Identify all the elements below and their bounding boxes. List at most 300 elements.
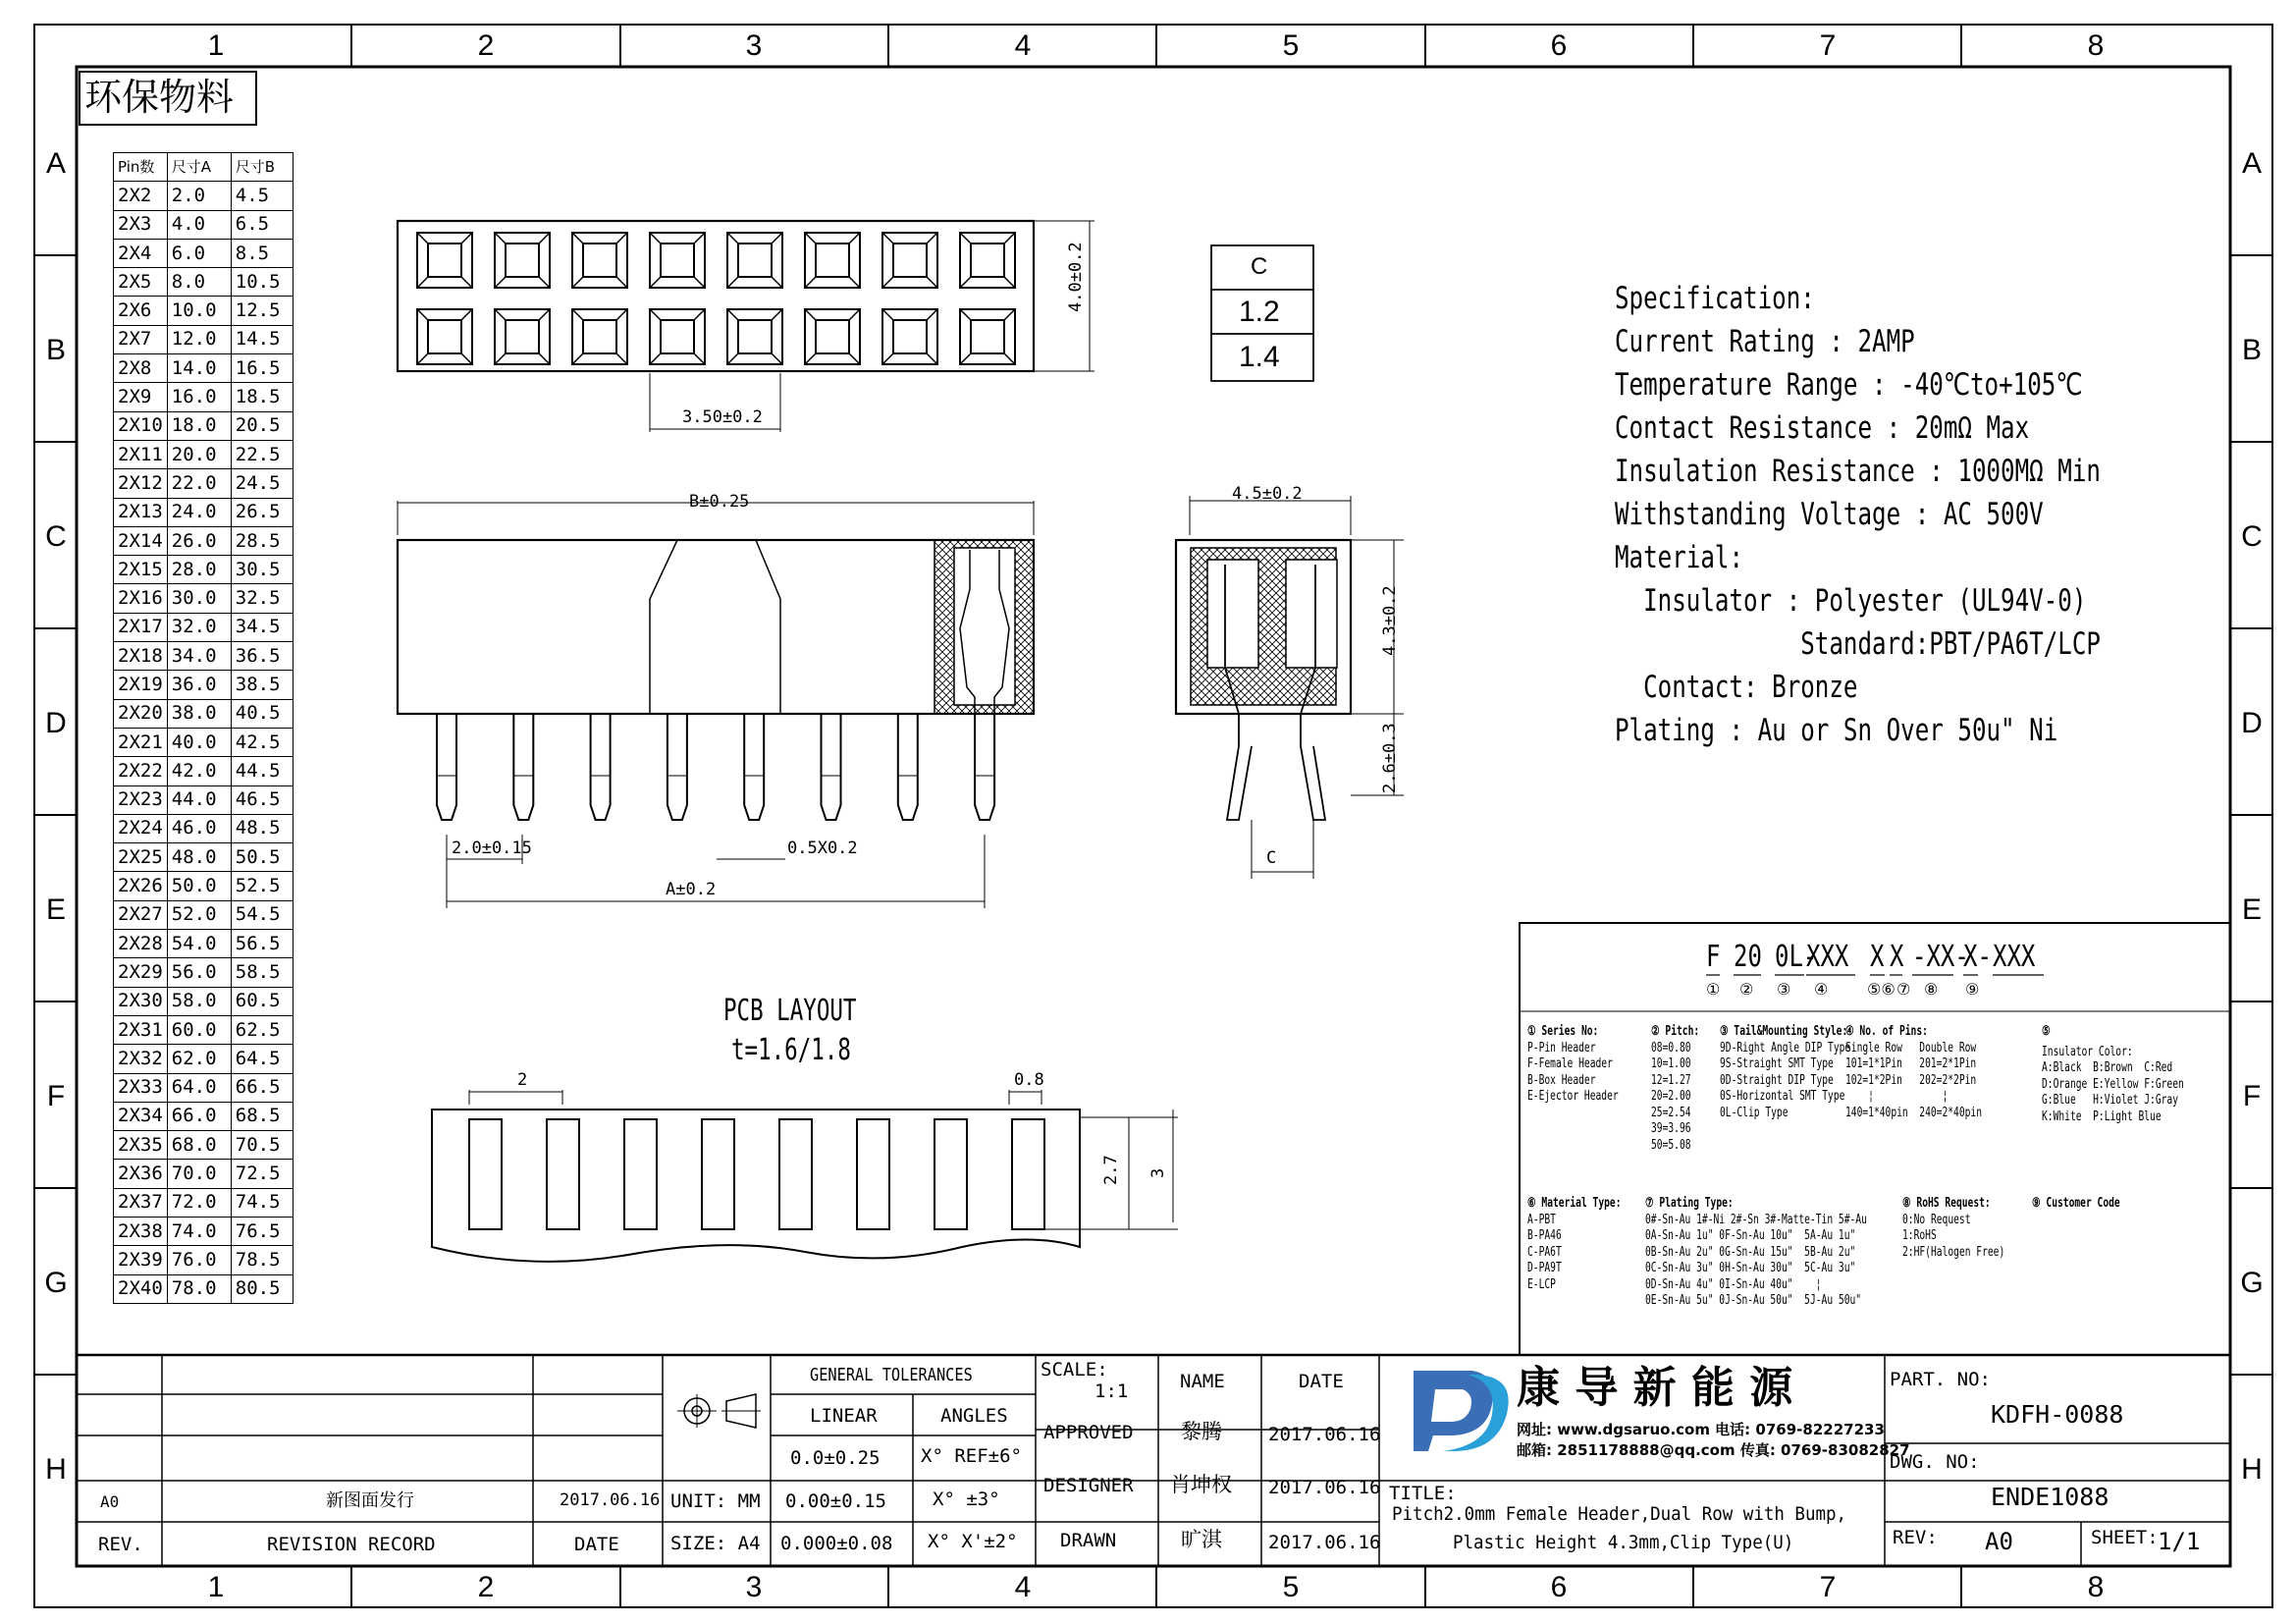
pin-table-cell: 68.5 — [231, 1102, 293, 1130]
pin-table-cell: 2X28 — [114, 930, 168, 958]
dim-length-b: B±0.25 — [689, 492, 750, 512]
pin-table-cell: 76.0 — [167, 1246, 231, 1274]
code-legend-line: F-Female Header — [1527, 1056, 1613, 1071]
table-row — [114, 757, 294, 785]
pin-table-cell: 2X9 — [114, 383, 168, 411]
code-legend-line: 0D-Straight DIP Type — [1720, 1072, 1834, 1088]
pin-table-cell: 30.0 — [167, 584, 231, 613]
pin-table-cell: 2X35 — [114, 1131, 168, 1160]
pin-table-cell: 28.0 — [167, 556, 231, 584]
pin-table-cell: 2X20 — [114, 699, 168, 728]
pin-table-cell: 42.0 — [167, 757, 231, 785]
code-legend-line: Insulator Color: — [2042, 1044, 2133, 1059]
spec-line: Specification: — [1615, 281, 1815, 316]
grid-row-a-left: A — [45, 147, 66, 180]
code-marker: ⑦ — [1896, 980, 1911, 999]
c-table-value-1: 1.2 — [1239, 296, 1280, 328]
code-marker: ⑧ — [1924, 980, 1939, 999]
code-legend-pins — [1845, 1024, 1982, 1121]
pin-table-cell: 40.5 — [231, 699, 293, 728]
dim-side-width: 4.5±0.2 — [1232, 484, 1303, 504]
specification-block — [1615, 277, 2101, 752]
table-row — [114, 411, 294, 440]
code-legend-line: G:Blue H:Violet J:Gray — [2042, 1093, 2179, 1108]
pin-table-cell: 66.5 — [231, 1073, 293, 1102]
tb-title-line-2: Plastic Height 4.3mm,Clip Type(U) — [1453, 1532, 1794, 1553]
pin-table-cell: 70.5 — [231, 1131, 293, 1160]
date-header: DATE — [574, 1534, 619, 1555]
pin-table-cell: 8.0 — [167, 268, 231, 297]
pin-table-cell: 2X5 — [114, 268, 168, 297]
dim-row-pitch: 3.50±0.2 — [682, 407, 763, 427]
code-legend-line: ⑧ RoHS Request: — [1902, 1196, 1991, 1211]
tb-linear-2: 0.00±0.15 — [785, 1490, 886, 1512]
dim-pcb-pitch: 2 — [517, 1070, 528, 1090]
pin-table-cell: 42.5 — [231, 728, 293, 756]
pin-table-cell: 78.5 — [231, 1246, 293, 1274]
grid-row-e-left: E — [45, 893, 66, 926]
code-legend-line: ⑤ — [2042, 1024, 2051, 1039]
code-legend-line: 1:RoHS — [1902, 1228, 1937, 1243]
table-row — [114, 1217, 294, 1245]
tb-name-header: NAME — [1180, 1371, 1225, 1392]
pin-table-cell: 18.0 — [167, 411, 231, 440]
pin-table-cell: 2X29 — [114, 958, 168, 987]
pin-table-header-cell: 尺寸B — [231, 153, 293, 182]
pin-table-cell: 28.5 — [231, 526, 293, 555]
table-row — [114, 900, 294, 929]
pin-table-cell: 48.5 — [231, 814, 293, 842]
spec-line: Standard:PBT/PA6T/LCP — [1615, 626, 2101, 662]
table-row — [114, 814, 294, 842]
pin-table-cell: 22.0 — [167, 469, 231, 498]
table-row — [114, 613, 294, 641]
tb-rev: A0 — [1985, 1528, 2013, 1555]
pin-table-cell: 2X32 — [114, 1045, 168, 1073]
pin-table-cell: 72.0 — [167, 1188, 231, 1217]
table-row — [114, 440, 294, 468]
table-row — [114, 239, 294, 267]
code-legend-plating — [1645, 1196, 1867, 1310]
code-legend-line: 08=0.80 — [1651, 1040, 1691, 1056]
code-segment: X- — [1963, 940, 1992, 974]
tb-drawn-date: 2017.06.16 — [1268, 1532, 1381, 1553]
code-legend-line: 20=2.00 — [1651, 1089, 1691, 1104]
pin-table-cell: 66.0 — [167, 1102, 231, 1130]
dim-side-height: 4.3±0.2 — [1380, 585, 1400, 656]
pin-table-cell: 44.5 — [231, 757, 293, 785]
tb-linear-3: 0.000±0.08 — [780, 1533, 893, 1554]
tb-company-name: 康 导 新 能 源 — [1517, 1363, 1793, 1413]
pin-table-cell: 20.5 — [231, 411, 293, 440]
pin-table-cell: 80.5 — [231, 1274, 293, 1303]
pin-table-cell: 60.0 — [167, 1015, 231, 1044]
code-legend-line: 0A-Sn-Au 1u" 0F-Sn-Au 10u" 5A-Au 1u" — [1645, 1228, 1856, 1243]
code-legend-line: B-PA46 — [1527, 1228, 1562, 1243]
pin-table-cell: 18.5 — [231, 383, 293, 411]
code-segment: -XX- — [1912, 940, 1969, 974]
tb-company-line-1: 网址: www.dgsaruo.com 电话: 0769-82227233 — [1517, 1421, 1885, 1438]
code-marker: ① — [1706, 980, 1721, 999]
code-segment: X — [1890, 940, 1904, 974]
pin-table-cell: 2X14 — [114, 526, 168, 555]
grid-col-6-bottom: 6 — [1550, 1571, 1568, 1603]
rev-row-record: 新图面发行 — [326, 1490, 414, 1511]
tb-part-no-label: PART. NO: — [1890, 1369, 1991, 1390]
grid-row-f-right: F — [2242, 1080, 2262, 1112]
eco-material-label — [79, 71, 257, 126]
code-marker: ⑤⑥ — [1867, 980, 1896, 999]
table-row — [114, 354, 294, 383]
dim-pcb-width: 0.8 — [1014, 1070, 1044, 1090]
pin-table-cell: 2X17 — [114, 613, 168, 641]
pin-table-cell: 2X22 — [114, 757, 168, 785]
table-row — [114, 210, 294, 239]
grid-row-d-right: D — [2241, 707, 2263, 739]
pin-table-cell: 2X13 — [114, 498, 168, 526]
tb-approved-name: 黎腾 — [1181, 1420, 1222, 1443]
code-legend-line: K:White P:Light Blue — [2042, 1109, 2162, 1124]
pcb-layout-title: PCB LAYOUT — [723, 994, 857, 1028]
pin-table-cell: 36.5 — [231, 642, 293, 671]
pin-table-cell: 16.0 — [167, 383, 231, 411]
dim-height-top: 4.0±0.2 — [1066, 242, 1086, 312]
code-legend-line: Single Row Double Row — [1845, 1040, 1977, 1056]
spec-line: Plating : Au or Sn Over 50u" Ni — [1615, 713, 2058, 748]
pin-table-cell: 2X2 — [114, 182, 168, 210]
table-row — [114, 1015, 294, 1044]
code-marker: ④ — [1814, 980, 1829, 999]
grid-row-c-left: C — [45, 520, 67, 553]
tb-rev-label: REV: — [1893, 1527, 1938, 1548]
pin-dimension-table — [113, 152, 294, 1304]
code-legend-line: 50=5.08 — [1651, 1137, 1691, 1153]
table-row — [114, 699, 294, 728]
pin-table-cell: 6.0 — [167, 239, 231, 267]
pin-table-cell: 30.5 — [231, 556, 293, 584]
code-legend-line: 140=1*40pin 240=2*40pin — [1845, 1105, 1983, 1120]
pin-table-cell: 72.5 — [231, 1160, 293, 1188]
code-legend-line: 9S-Straight SMT Type — [1720, 1056, 1834, 1071]
spec-line: Contact: Bronze — [1615, 670, 1858, 705]
c-table-value-2: 1.4 — [1239, 341, 1280, 373]
tb-drawn-name: 旷淇 — [1181, 1528, 1222, 1551]
table-row — [114, 268, 294, 297]
pin-table-cell: 20.0 — [167, 440, 231, 468]
pin-table-cell: 34.5 — [231, 613, 293, 641]
pin-table-cell: 32.5 — [231, 584, 293, 613]
pin-table-cell: 12.0 — [167, 325, 231, 353]
code-legend-line: A-PBT — [1527, 1212, 1556, 1227]
table-row — [114, 1045, 294, 1073]
pin-table-header-cell: 尺寸A — [167, 153, 231, 182]
code-legend-line: ④ No. of Pins: — [1845, 1024, 1928, 1039]
pin-table-cell: 22.5 — [231, 440, 293, 468]
dim-side-c: C — [1266, 848, 1277, 868]
code-legend-line: 0C-Sn-Au 3u" 0H-Sn-Au 30u" 5C-Au 3u" — [1645, 1261, 1856, 1275]
grid-row-d-left: D — [45, 707, 67, 739]
pin-table-header-row — [114, 153, 294, 182]
grid-row-b-left: B — [45, 334, 66, 366]
pin-table-cell: 52.5 — [231, 872, 293, 900]
code-segment: X — [1870, 940, 1885, 974]
table-row — [114, 584, 294, 613]
pin-table-cell: 50.5 — [231, 843, 293, 872]
tb-angle-1: X° REF±6° — [921, 1445, 1022, 1467]
pin-table-cell: 56.0 — [167, 958, 231, 987]
table-row — [114, 1188, 294, 1217]
grid-col-2-top: 2 — [477, 29, 495, 62]
tb-angle-3: X° X'±2° — [928, 1531, 1018, 1552]
code-legend-line: ⑥ Material Type: — [1527, 1196, 1622, 1211]
grid-row-h-right: H — [2241, 1453, 2263, 1486]
table-row — [114, 182, 294, 210]
code-legend-line: 102=1*2Pin 202=2*2Pin — [1845, 1072, 1977, 1088]
pin-table-cell: 54.5 — [231, 900, 293, 929]
pin-table-cell: 50.0 — [167, 872, 231, 900]
pin-table-cell: 70.0 — [167, 1160, 231, 1188]
table-row — [114, 1160, 294, 1188]
tb-drawn: DRAWN — [1060, 1530, 1117, 1551]
tb-dwg-no-label: DWG. NO: — [1890, 1451, 1980, 1473]
code-legend-line: 25=2.54 — [1651, 1105, 1691, 1120]
tb-size: SIZE: A4 — [670, 1533, 761, 1554]
pin-table-cell: 24.5 — [231, 469, 293, 498]
grid-row-f-left: F — [46, 1080, 66, 1112]
pin-table-cell: 68.0 — [167, 1131, 231, 1160]
pin-table-cell: 2X30 — [114, 987, 168, 1015]
dim-pin-width: 0.5X0.2 — [787, 839, 858, 858]
pin-table-cell: 2X12 — [114, 469, 168, 498]
pin-table-cell: 2X15 — [114, 556, 168, 584]
code-legend-line: D-PA9T — [1527, 1261, 1562, 1275]
grid-col-4-top: 4 — [1014, 29, 1032, 62]
pin-table-cell: 2X26 — [114, 872, 168, 900]
pin-table-cell: 40.0 — [167, 728, 231, 756]
code-legend-line: E-Ejector Header — [1527, 1089, 1619, 1104]
pin-table-cell: 2X31 — [114, 1015, 168, 1044]
dim-pcb-h1: 2.7 — [1101, 1155, 1121, 1185]
grid-col-5-bottom: 5 — [1282, 1571, 1300, 1603]
code-marker: ② — [1739, 980, 1754, 999]
table-row — [114, 1073, 294, 1102]
code-segment: F — [1706, 940, 1721, 974]
pin-table-cell: 38.5 — [231, 671, 293, 699]
code-legend-line: 0L-Clip Type — [1720, 1105, 1789, 1120]
pin-table-cell: 36.0 — [167, 671, 231, 699]
code-legend-line: 0E-Sn-Au 5u" 0J-Sn-Au 50u" 5J-Au 50u" — [1645, 1293, 1862, 1308]
dim-pcb-h2: 3 — [1148, 1167, 1168, 1178]
table-row — [114, 469, 294, 498]
tb-title-line-1: Pitch2.0mm Female Header,Dual Row with Bump, — [1392, 1503, 1847, 1525]
tb-designer: DESIGNER — [1043, 1475, 1134, 1496]
table-row — [114, 1246, 294, 1274]
rev-row-date: 2017.06.16 — [560, 1490, 661, 1510]
pin-table-cell: 2X19 — [114, 671, 168, 699]
tb-angle-2: X° ±3° — [933, 1489, 1000, 1510]
spec-line: Insulation Resistance : 1000MΩ Min — [1615, 454, 2101, 489]
pin-table-cell: 2X40 — [114, 1274, 168, 1303]
pin-table-cell: 2X37 — [114, 1188, 168, 1217]
code-legend-line: E-LCP — [1527, 1276, 1556, 1292]
pin-table-cell: 52.0 — [167, 900, 231, 929]
pin-table-cell: 62.0 — [167, 1045, 231, 1073]
table-row — [114, 1131, 294, 1160]
grid-col-8-bottom: 8 — [2087, 1571, 2105, 1603]
grid-row-h-left: H — [45, 1453, 67, 1486]
tb-designer-name: 肖坤权 — [1170, 1473, 1232, 1496]
pin-table-cell: 8.5 — [231, 239, 293, 267]
pin-table-cell: 2X39 — [114, 1246, 168, 1274]
pin-table-cell: 54.0 — [167, 930, 231, 958]
table-row — [114, 325, 294, 353]
table-row — [114, 958, 294, 987]
spec-line: Insulator : Polyester (UL94V-0) — [1615, 583, 2087, 619]
code-segment: 20 — [1734, 940, 1762, 974]
pin-table-cell: 2X18 — [114, 642, 168, 671]
pin-table-cell: 74.0 — [167, 1217, 231, 1245]
code-legend-line: 2:HF(Halogen Free) — [1902, 1244, 2005, 1260]
grid-col-2-bottom: 2 — [477, 1571, 495, 1603]
pin-table-cell: 32.0 — [167, 613, 231, 641]
pin-table-cell: 2X16 — [114, 584, 168, 613]
pin-table-cell: 6.5 — [231, 210, 293, 239]
tb-date-header: DATE — [1299, 1371, 1344, 1392]
pin-table-cell: 44.0 — [167, 785, 231, 814]
pin-table-header-cell: Pin数 — [114, 153, 168, 182]
code-legend-line: 9D-Right Angle DIP Type — [1720, 1040, 1851, 1056]
pin-table-cell: 46.0 — [167, 814, 231, 842]
grid-row-g-left: G — [44, 1267, 68, 1299]
rev-row-rev: A0 — [100, 1492, 120, 1511]
code-legend-line: ① Series No: — [1527, 1024, 1599, 1039]
pin-table-cell: 60.5 — [231, 987, 293, 1015]
code-legend-line: 10=1.00 — [1651, 1056, 1691, 1071]
spec-line: Withstanding Voltage : AC 500V — [1615, 497, 2044, 532]
pin-table-cell: 2X21 — [114, 728, 168, 756]
code-legend-line: ⑦ Plating Type: — [1645, 1196, 1734, 1211]
pin-table-cell: 26.0 — [167, 526, 231, 555]
tb-scale: 1:1 — [1095, 1380, 1129, 1402]
table-row — [114, 872, 294, 900]
tb-sheet-label: SHEET: — [2091, 1527, 2159, 1548]
code-legend-line: ② Pitch: — [1651, 1024, 1700, 1039]
pin-table-cell: 2X7 — [114, 325, 168, 353]
grid-col-6-top: 6 — [1550, 29, 1568, 62]
code-legend-line: 101=1*1Pin 201=2*1Pin — [1845, 1056, 1977, 1071]
pin-table-cell: 62.5 — [231, 1015, 293, 1044]
spec-line: Current Rating : 2AMP — [1615, 324, 1915, 359]
table-row — [114, 642, 294, 671]
pin-table-cell: 76.5 — [231, 1217, 293, 1245]
code-legend-line: 0:No Request — [1902, 1212, 1971, 1227]
tb-general-tolerances: GENERAL TOLERANCES — [810, 1365, 973, 1385]
pin-table-cell: 64.5 — [231, 1045, 293, 1073]
pin-table-cell: 38.0 — [167, 699, 231, 728]
code-legend-customer — [2032, 1196, 2120, 1213]
tb-approved: APPROVED — [1043, 1422, 1134, 1443]
spec-line: Temperature Range : -40℃to+105℃ — [1615, 367, 2083, 403]
pin-table-cell: 4.5 — [231, 182, 293, 210]
pin-table-cell: 46.5 — [231, 785, 293, 814]
grid-col-1-top: 1 — [207, 29, 225, 62]
grid-col-8-top: 8 — [2087, 29, 2105, 62]
pin-table-cell: 2X10 — [114, 411, 168, 440]
grid-col-7-top: 7 — [1819, 29, 1837, 62]
pin-table-cell: 58.0 — [167, 987, 231, 1015]
grid-row-g-right: G — [2240, 1267, 2264, 1299]
pin-table-cell: 26.5 — [231, 498, 293, 526]
code-legend-tail — [1720, 1024, 1850, 1121]
code-legend-rohs — [1902, 1196, 2004, 1261]
grid-row-e-right: E — [2241, 893, 2262, 926]
dim-pin-length: 2.6±0.3 — [1380, 723, 1400, 793]
code-marker: ⑨ — [1965, 980, 1980, 999]
code-segment: XXX — [1806, 940, 1849, 974]
code-legend-line: 0D-Sn-Au 4u" 0I-Sn-Au 40u" ¦ — [1645, 1276, 1822, 1292]
code-legend-line: C-PA6T — [1527, 1244, 1562, 1260]
pin-table-cell: 2X38 — [114, 1217, 168, 1245]
dim-length-a: A±0.2 — [666, 880, 717, 899]
tb-unit: UNIT: MM — [670, 1490, 761, 1512]
pin-table-cell: 2X34 — [114, 1102, 168, 1130]
pin-table-cell: 2X4 — [114, 239, 168, 267]
code-legend-line: 0B-Sn-Au 2u" 0G-Sn-Au 15u" 5B-Au 2u" — [1645, 1244, 1856, 1260]
pin-table-cell: 2X33 — [114, 1073, 168, 1102]
table-row — [114, 556, 294, 584]
table-row — [114, 498, 294, 526]
pin-table-cell: 10.0 — [167, 297, 231, 325]
eco-material-text: 环保物料 — [84, 76, 235, 119]
pin-table-cell: 4.0 — [167, 210, 231, 239]
code-legend-line: 0#-Sn-Au 1#-Ni 2#-Sn 3#-Matte-Tin 5#-Au — [1645, 1212, 1867, 1227]
revision-record-header: REVISION RECORD — [267, 1534, 436, 1555]
pin-table-cell: 78.0 — [167, 1274, 231, 1303]
code-legend-line: B-Box Header — [1527, 1072, 1596, 1088]
pin-table-cell: 56.5 — [231, 930, 293, 958]
table-row — [114, 843, 294, 872]
pin-table-cell: 58.5 — [231, 958, 293, 987]
tb-title-label: TITLE: — [1389, 1483, 1457, 1504]
pin-table-cell: 2X6 — [114, 297, 168, 325]
code-segment: XXX — [1993, 940, 2036, 974]
tb-approved-date: 2017.06.16 — [1268, 1424, 1381, 1445]
tb-scale-label: SCALE: — [1041, 1359, 1108, 1380]
code-legend-line: 39=3.96 — [1651, 1121, 1691, 1136]
dim-pitch: 2.0±0.15 — [452, 839, 532, 858]
code-legend-line: ③ Tail&Mounting Style: — [1720, 1024, 1848, 1039]
pin-table-cell: 34.0 — [167, 642, 231, 671]
tb-part-no: KDFH-0088 — [1991, 1400, 2124, 1429]
grid-col-1-bottom: 1 — [207, 1571, 225, 1603]
table-row — [114, 930, 294, 958]
pin-table-cell: 74.5 — [231, 1188, 293, 1217]
tb-dwg-no: ENDE1088 — [1991, 1483, 2109, 1511]
table-row — [114, 785, 294, 814]
code-legend-line: D:Orange E:Yellow F:Green — [2042, 1076, 2184, 1092]
grid-row-a-right: A — [2241, 147, 2262, 180]
code-legend-line: A:Black B:Brown C:Red — [2042, 1060, 2173, 1075]
pin-table-cell: 14.0 — [167, 354, 231, 383]
pin-table-cell: 12.5 — [231, 297, 293, 325]
pin-table-cell: 48.0 — [167, 843, 231, 872]
spec-line: Contact Resistance : 20mΩ Max — [1615, 410, 2030, 446]
grid-col-3-top: 3 — [745, 29, 763, 62]
c-table-header: C — [1251, 253, 1268, 280]
pin-table-cell: 2X3 — [114, 210, 168, 239]
table-row — [114, 297, 294, 325]
pin-table-cell: 14.5 — [231, 325, 293, 353]
